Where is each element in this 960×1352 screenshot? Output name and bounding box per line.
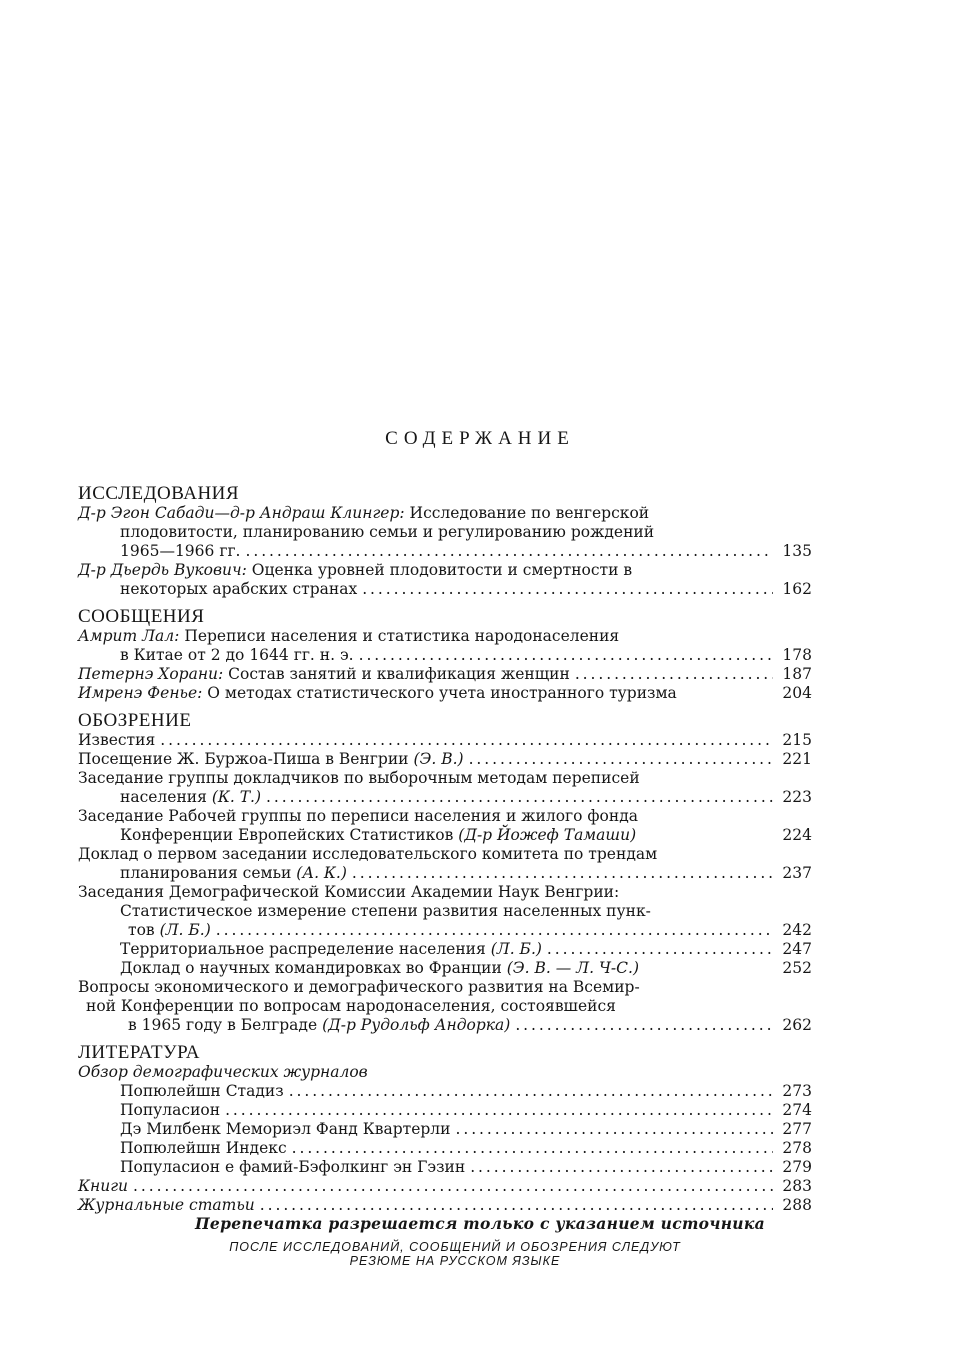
page-number: 279	[782, 1158, 812, 1176]
journal-title: Попюлейшн Индекс	[120, 1139, 287, 1157]
page-number: 162	[782, 580, 812, 598]
journal-title: Популасион е фамий-Бэфолкинг эн Гэзин	[120, 1158, 466, 1176]
page-number: 223	[782, 788, 812, 806]
toc-entry	[78, 504, 812, 561]
dot-leader	[547, 940, 773, 959]
entry-title: Доклад о первом заседании исследовательского комитета по трендам	[78, 845, 658, 863]
entry-title: Переписи населения и статистика народонаселения	[179, 627, 620, 645]
entry-author: Имренэ Фенье:	[78, 684, 203, 702]
resume-notice	[0, 1240, 910, 1268]
toc-entry	[78, 883, 812, 978]
dot-leader	[260, 1196, 773, 1215]
page-number: 288	[782, 1196, 812, 1214]
toc-entry	[78, 1196, 812, 1215]
page-number: 178	[782, 646, 812, 664]
toc-entry	[78, 769, 812, 807]
entry-author: Д-р Эгон Сабади—д-р Андраш Клингер:	[78, 504, 405, 522]
entry-title-cont: в 1965 году в Белграде	[128, 1016, 323, 1034]
entry-subtitle-cont: тов	[128, 921, 160, 939]
entry-subtitle: Территориальное распределение населения	[120, 940, 491, 958]
entry-title: Книги	[78, 1177, 129, 1195]
dot-leader	[362, 580, 773, 599]
entry-title-cont: в Китае от 2 до 1644 гг. н. э.	[120, 646, 354, 664]
journal-title: Популасион	[120, 1101, 221, 1119]
entry-author: (Э. В. — Л. Ч-С.)	[506, 959, 639, 977]
section-heading-research: ИССЛЕДОВАНИЯ	[78, 483, 240, 504]
entry-title-cont: населения	[120, 788, 212, 806]
toc-entry	[78, 627, 812, 665]
dot-leader	[456, 1120, 774, 1139]
entry-title: Состав занятий и квалификация женщин	[223, 665, 570, 683]
entry-author: (Л. Б.)	[159, 921, 211, 939]
toc-entry	[78, 665, 812, 684]
entry-title: Исследование по венгерской	[404, 504, 650, 522]
reprint-notice: Перепечатка разрешается только с указанием источника	[194, 1214, 766, 1233]
entry-title: Заседание Рабочей группы по переписи населения и жилого фонда	[78, 807, 638, 825]
dot-leader	[289, 1082, 773, 1101]
page-number: 262	[782, 1016, 812, 1034]
entry-subtitle: Статистическое измерение степени развития населенных пунк-	[120, 902, 651, 920]
entry-title-cont: некоторых арабских странах	[120, 580, 358, 598]
literature-subheading: Обзор демографических журналов	[78, 1063, 368, 1081]
entry-author: (Э. В.)	[413, 750, 464, 768]
entry-title-cont: ной Конференции по вопросам народонаселения, состоявшейся	[86, 997, 616, 1015]
entry-title: Известия	[78, 731, 156, 749]
entry-author: Петернэ Хорани:	[78, 665, 224, 683]
page-number: 277	[782, 1120, 812, 1138]
toc-entry	[78, 1177, 812, 1196]
page-number: 252	[782, 959, 812, 977]
entry-author: (К. Т.)	[211, 788, 262, 806]
entry-subtitle: Доклад о научных командировках во Франции	[120, 959, 507, 977]
toc-entry	[78, 1158, 812, 1177]
page-number: 221	[782, 750, 812, 768]
dot-leader	[160, 731, 773, 750]
table-of-contents	[78, 484, 812, 1215]
dot-leader	[216, 921, 773, 940]
page-number: 278	[782, 1139, 812, 1157]
toc-entry	[78, 684, 812, 703]
entry-title: Журнальные статьи	[78, 1196, 255, 1214]
toc-entry	[78, 807, 812, 845]
page-number: 224	[782, 826, 812, 844]
toc-entry	[78, 1101, 812, 1120]
page-number: 283	[782, 1177, 812, 1195]
page-number: 247	[782, 940, 812, 958]
section-heading-reports: СООБЩЕНИЯ	[78, 606, 205, 627]
dot-leader	[352, 864, 773, 883]
dot-leader	[470, 1158, 773, 1177]
toc-entry	[78, 978, 812, 1035]
section-heading-literature: ЛИТЕРАТУРА	[78, 1042, 200, 1063]
entry-title: Заседание группы докладчиков по выборочным методам переписей	[78, 769, 640, 787]
dot-leader	[266, 788, 773, 807]
entry-title: Заседания Демографической Комиссии Академии Наук Венгрии:	[78, 883, 620, 901]
entry-author: (А. К.)	[296, 864, 347, 882]
entry-title: Вопросы экономического и демографического развития на Всемир-	[78, 978, 640, 996]
journal-title: Попюлейшн Стадиз	[120, 1082, 284, 1100]
dot-leader	[133, 1177, 773, 1196]
entry-title: Оценка уровней плодовитости и смертности в	[246, 561, 633, 579]
toc-entry	[78, 845, 812, 883]
entry-author: Д-р Дьердь Вукович:	[78, 561, 247, 579]
resume-notice-line: РЕЗЮМЕ НА РУССКОМ ЯЗЫКЕ	[349, 1254, 561, 1268]
entry-author: (Д-р Йожеф Тамаши)	[458, 826, 637, 844]
resume-notice-line: ПОСЛЕ ИССЛЕДОВАНИЙ, СООБЩЕНИЙ И ОБОЗРЕНИЯ СЛЕДУЮТ	[229, 1240, 681, 1254]
toc-entry	[78, 1082, 812, 1101]
dot-leader	[469, 750, 773, 769]
entry-title: Посещение Ж. Буржоа-Пиша в Венгрии	[78, 750, 414, 768]
page-number: 187	[782, 665, 812, 683]
entry-title-cont: 1965—1966 гг.	[120, 542, 241, 560]
entry-author: (Д-р Рудольф Андорка)	[322, 1016, 511, 1034]
toc-entry	[78, 750, 812, 769]
toc-title: СОДЕРЖАНИЕ	[385, 428, 575, 449]
dot-leader	[575, 665, 773, 684]
page-number: 237	[782, 864, 812, 882]
page-number: 242	[782, 921, 812, 939]
entry-author: (Л. Б.)	[490, 940, 542, 958]
page-number: 273	[782, 1082, 812, 1100]
section-heading-review: ОБОЗРЕНИЕ	[78, 710, 192, 731]
entry-title: О методах статистического учета иностранного туризма	[202, 684, 677, 702]
toc-entry	[78, 1139, 812, 1158]
toc-entry	[78, 1120, 812, 1139]
page-number: 215	[782, 731, 812, 749]
dot-leader	[246, 542, 774, 561]
toc-entry	[78, 731, 812, 750]
toc-entry	[78, 561, 812, 599]
page-number: 274	[782, 1101, 812, 1119]
entry-author: Амрит Лал:	[78, 627, 180, 645]
entry-title-cont: Конференции Европейских Статистиков	[120, 826, 459, 844]
journal-title: Дэ Милбенк Мемориэл Фанд Квартерли	[120, 1120, 451, 1138]
dot-leader	[359, 646, 773, 665]
entry-title-cont: планирования семьи	[120, 864, 297, 882]
dot-leader	[292, 1139, 773, 1158]
entry-title-cont: плодовитости, планированию семьи и регулированию рождений	[120, 523, 655, 541]
dot-leader	[225, 1101, 773, 1120]
page-number: 135	[782, 542, 812, 560]
dot-leader	[515, 1016, 773, 1035]
page-number: 204	[782, 684, 812, 702]
